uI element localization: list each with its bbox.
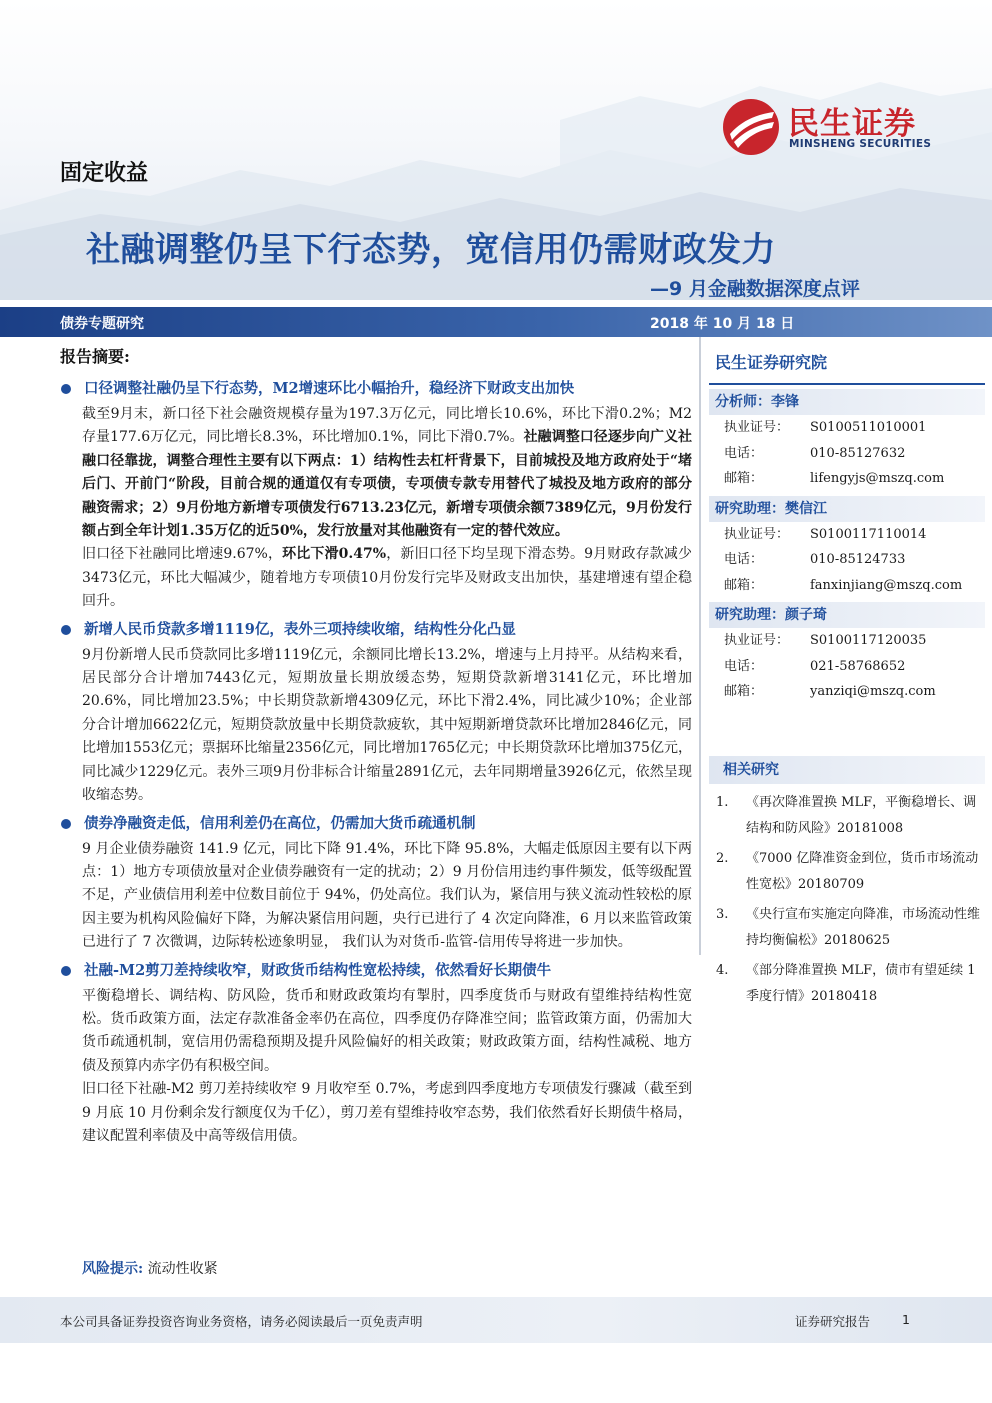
bullet-icon (61, 966, 71, 976)
section-paragraph: 9 月企业债券融资 141.9 亿元，同比下降 91.4%，环比下降 95.8%，大幅走低原因主要有以下两点：1）地方专项债放量对企业债券融资有一定的扰动；2）9 月份信用违约事件频发，低等级配置不足，产业债信用利差中位数目前位于 94%，仍处高位。我们认为，紧信用与狭义流动性较松的原因主要为机构风险偏好下降，为解决紧信用问题，央行已进行了 4 次定向降准，6 月以来监管政策已进行了 7 次微调，边际转松迹象明显， 我们认为对货币-监管-信用传导将进一步加快。 (82, 840, 692, 951)
item-number: 4. (716, 963, 729, 978)
related-research-item[interactable] (716, 958, 984, 1010)
section-heading (60, 812, 692, 836)
cert-value: S0100117120035 (810, 633, 927, 648)
paragraph-bold-text: 社融调整口径逐步向广义社融口径靠拢，调整合理性主要有以下两点：1）结构性去杠杆背景下，目前城投及地方政府处于“堵后门、开前门“阶段，目前合规的通道仅有专项债，专项债专款专用替代了城投及地方政府的部分融资需求；2）9月份地方新增专项债发行6713.23亿元，新增专项债余额7389亿元，9月份发行额占到全年计划1.35万亿的近50%，发行放量对其他融资有一定的替代效应。 (82, 429, 693, 540)
bullet-icon (61, 384, 71, 394)
item-title: 《再次降准置换 MLF，平衡稳增长、调结构和防风险》20181008 (746, 795, 977, 836)
section-heading-text: 口径调整社融仍呈下行态势，M2增速环比小幅抬升，稳经济下财政支出加快 (84, 380, 575, 397)
abstract-section (60, 618, 692, 808)
minsheng-logo-icon (722, 98, 780, 156)
section-heading-text: 新增人民币贷款多增1119亿，表外三项持续收缩，结构性分化凸显 (84, 620, 516, 638)
item-number: 1. (716, 795, 729, 810)
item-number: 3. (716, 907, 729, 922)
abstract-section (60, 812, 692, 955)
assistant-cert-row (709, 628, 985, 654)
risk-warning (82, 1258, 218, 1278)
abstract-section (60, 377, 692, 614)
related-research-item[interactable] (716, 902, 984, 954)
phone-label: 电话： (724, 658, 764, 674)
page-number: 1 (902, 1312, 910, 1327)
related-research-item[interactable] (716, 790, 984, 842)
analyst-heading: 分析师：李锋 (709, 389, 985, 415)
section-paragraph: 9月份新增人民币贷款同比多增1119亿元，余额同比增长13.2%，增速与上月持平。从结构来看，居民部分合计增加7443亿元，短期放量长期放缓态势，短期贷款新增3141亿元，环比增加20.6%，同比增加23.5%；中长期贷款新增4309亿元，环比下滑2.4%，同比减少10%；企业部分合计增加6622亿元，短期贷款放量中长期贷款疲软，其中短期新增贷款环比增加2846亿元，同比增加1553亿元；票据环比缩量2356亿元，同比增加1765亿元；中长期贷款环比增加375亿元，同比减少1229亿元。表外三项9月份非标合计缩量2891亿元，去年同期增量3926亿元，依然呈现收缩态势。 (82, 646, 692, 804)
paragraph-text: 截至9月末，新口径下社会融资规模存量为197.3万亿元，同比增长10.6%，环比下滑0.2%；M2存量177.6万亿元，同比增长8.3%，环比增加0.1%，同比下滑0.7%。 (82, 406, 692, 446)
assistant-heading: 研究助理：颜子琦 (709, 602, 985, 628)
column-divider (699, 337, 701, 955)
risk-label: 风险提示: (82, 1261, 144, 1277)
abstract-heading: 报告摘要: (60, 347, 130, 366)
analyst-cert-row (709, 415, 985, 441)
section-heading (60, 377, 692, 401)
assistant-cert-row (709, 522, 985, 548)
section-paragraph (60, 543, 692, 613)
assistant-email-row (709, 573, 985, 599)
assistant-phone-row (709, 547, 985, 573)
cert-label: 执业证号： (724, 633, 790, 648)
related-research-item[interactable] (716, 846, 984, 898)
cert-label: 执业证号： (724, 420, 790, 435)
cert-label: 执业证号： (724, 526, 790, 542)
paragraph-text: ，新旧口径下均呈现下滑态势。9月财政存款减少3473亿元，环比大幅减少，随着地方专项债10月份发行完毕及财政支出加快，基建增速有望企稳回升。 (82, 546, 692, 610)
risk-text: 流动性收紧 (147, 1261, 218, 1277)
bullet-icon (61, 625, 71, 635)
related-research-list (716, 790, 984, 1014)
item-title: 《部分降准置换 MLF，债市有望延续 1 季度行情》20180418 (746, 963, 976, 1004)
brand-logo (722, 96, 962, 156)
institute-name: 民生证券研究院 (709, 343, 985, 385)
phone-value: 010-85127632 (810, 445, 906, 461)
report-subtitle: —9 月金融数据深度点评 (650, 278, 860, 300)
report-date: 2018 年 10 月 18 日 (650, 316, 795, 332)
item-title: 《央行宣布实施定向降准，市场流动性维持均衡偏松》20180625 (746, 907, 981, 948)
email-label: 邮箱： (724, 577, 764, 593)
brand-name-cn: 民生证券 (788, 106, 916, 142)
analyst-email-row (709, 466, 985, 492)
abstract-section (60, 959, 692, 1149)
report-type: 债券专题研究 (60, 316, 144, 332)
item-number: 2. (716, 851, 729, 866)
email-label: 邮箱： (724, 684, 764, 699)
brand-name-en: MINSHENG SECURITIES (789, 138, 932, 150)
cert-value: S0100511010001 (810, 420, 927, 435)
related-research-heading: 相关研究 (709, 756, 985, 784)
phone-value: 021-58768652 (810, 658, 906, 674)
analyst-phone-row (709, 441, 985, 467)
phone-value: 010-85124733 (810, 552, 906, 567)
email-link[interactable]: lifengyjs@mszq.com (810, 471, 945, 486)
assistant-email-row (709, 679, 985, 705)
bullet-icon (61, 819, 71, 829)
section-paragraph (60, 403, 692, 543)
phone-label: 电话： (724, 552, 764, 567)
sidebar (709, 343, 985, 705)
email-label: 邮箱： (724, 471, 764, 486)
page-footer (0, 1297, 992, 1343)
report-category: 固定收益 (60, 161, 149, 186)
section-heading-text: 债券净融资走低，信用利差仍在高位，仍需加大货币疏通机制 (84, 814, 476, 832)
section-paragraph: 旧口径下社融-M2 剪刀差持续收窄 9 月收窄至 0.7%，考虑到四季度地方专项债发行骤减（截至到 9 月底 10 月份剩余发行额度仅为千亿），剪刀差有望维持收窄态势，我们依然看好长期债牛格局，建议配置利率债及中高等级信用债。 (82, 1081, 692, 1144)
assistant-phone-row (709, 654, 985, 680)
email-link[interactable]: yanziqi@mszq.com (810, 684, 936, 699)
assistant-heading: 研究助理：樊信江 (709, 496, 985, 522)
section-heading (60, 618, 692, 642)
report-title: 社融调整仍呈下行态势，宽信用仍需财政发力 (86, 230, 776, 270)
report-info-band (0, 307, 992, 337)
section-heading-text: 社融-M2剪刀差持续收窄，财政货币结构性宽松持续，依然看好长期债牛 (84, 961, 552, 979)
paragraph-bold-text: 环比下滑0.47% (282, 546, 387, 563)
phone-label: 电话： (724, 445, 764, 461)
cert-value: S0100117110014 (810, 526, 927, 542)
paragraph-text: 旧口径下社融同比增速9.67%， (82, 546, 283, 563)
abstract-column (60, 344, 692, 1152)
footer-disclaimer: 本公司具备证券投资咨询业务资格，请务必阅读最后一页免责声明 (60, 1314, 423, 1329)
item-title: 《7000 亿降准资金到位，货币市场流动性宽松》20180709 (746, 851, 979, 892)
footer-report-type: 证券研究报告 (795, 1314, 871, 1329)
section-paragraph: 平衡稳增长、调结构、防风险，货币和财政政策均有掣肘，四季度货币与财政有望维持结构性宽松。货币政策方面，法定存款准备金率仍在高位，四季度仍存降准空间；监管政策方面，仍需加大货币疏通机制，宽信用仍需稳预期及提升风险偏好的相关政策；财政政策方面，结构性减税、地方债及预算内赤字仍有积极空间。 (82, 987, 692, 1074)
section-heading (60, 959, 692, 983)
email-link[interactable]: fanxinjiang@mszq.com (810, 577, 963, 593)
